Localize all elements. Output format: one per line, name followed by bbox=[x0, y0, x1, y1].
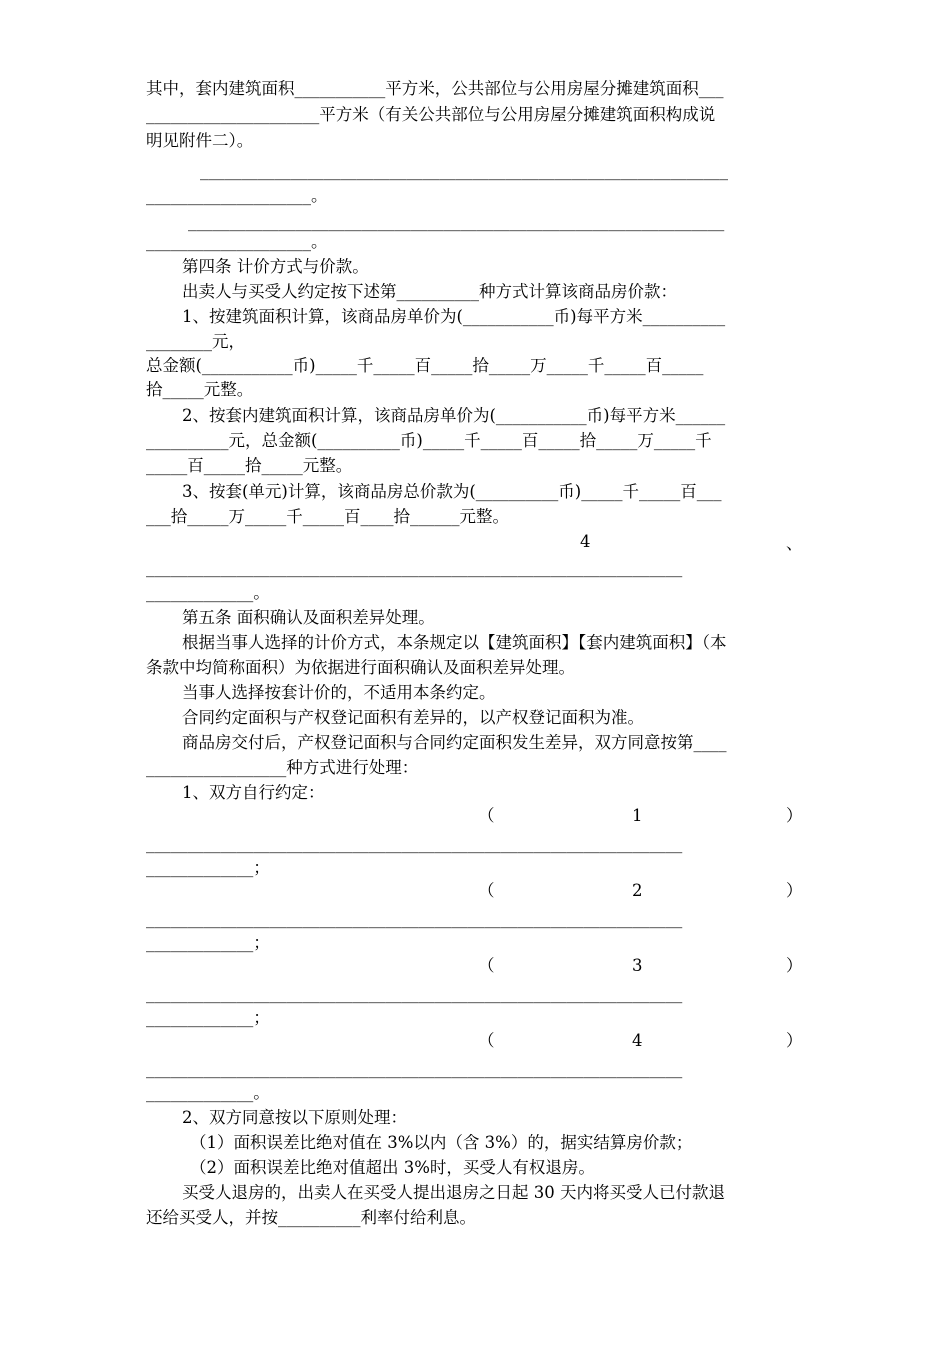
item-number: 4 bbox=[632, 1031, 643, 1050]
blank-line: _____________； bbox=[146, 1008, 270, 1027]
blank-line: _________________________________________________________________ bbox=[146, 1059, 683, 1078]
text-line: 总金额(___________币)_____千_____百_____拾_____万_____千_____百_____ bbox=[146, 356, 704, 375]
text-line: （2）面积误差比绝对值超出 3%时，买受人有权退房。 bbox=[190, 1158, 595, 1177]
section-heading: 第四条 计价方式与价款。 bbox=[182, 257, 369, 276]
paren-close: ） bbox=[786, 806, 803, 825]
text-line: 2、按套内建筑面积计算，该商品房单价为(___________币)每平方米______ bbox=[182, 406, 726, 425]
blank-line: _____________。 bbox=[146, 1083, 270, 1102]
text-line: 1、双方自行约定： bbox=[182, 783, 325, 802]
blank-line: ____________________。 bbox=[146, 186, 328, 205]
item-number: 3 bbox=[632, 956, 643, 975]
paren-close: ） bbox=[786, 956, 803, 975]
blank-line: ________________________________________________________________ bbox=[200, 161, 728, 180]
text-line: _________________种方式进行处理： bbox=[146, 758, 419, 777]
section-heading: 第五条 面积确认及面积差异处理。 bbox=[182, 608, 435, 627]
text-line: 当事人选择按套计价的，不适用本条约定。 bbox=[182, 683, 496, 702]
paren-open: （ bbox=[478, 806, 495, 825]
blank-line: _____________。 bbox=[146, 583, 270, 602]
text-line: 其中，套内建筑面积___________平方米，公共部位与公用房屋分摊建筑面积___ bbox=[146, 79, 724, 98]
text-line: __________元，总金额(__________币)_____千_____百_____拾_____万_____千 bbox=[146, 431, 712, 450]
text-line: 条款中均简称面积）为依据进行面积确认及面积差异处理。 bbox=[146, 658, 575, 677]
text-line: 合同约定面积与产权登记面积有差异的，以产权登记面积为准。 bbox=[182, 708, 644, 727]
paren-close: ） bbox=[786, 1031, 803, 1050]
text-line: 3、按套(单元)计算，该商品房总价款为(__________币)_____千_____百___ bbox=[182, 482, 722, 501]
blank-line: _____________； bbox=[146, 933, 270, 952]
text-line: 1、按建筑面积计算，该商品房单价为(___________币)每平方米__________ bbox=[182, 307, 726, 326]
blank-line: ____________________。 bbox=[146, 232, 328, 251]
text-line: 出卖人与买受人约定按下述第__________种方式计算该商品房价款： bbox=[182, 282, 677, 301]
blank-line: _________________________________________________________________ bbox=[188, 212, 725, 231]
paren-open: （ bbox=[478, 956, 495, 975]
punctuation: 、 bbox=[786, 534, 803, 553]
text-line: ___拾_____万_____千_____百____拾______元整。 bbox=[146, 507, 509, 526]
text-line: 商品房交付后，产权登记面积与合同约定面积发生差异，双方同意按第____ bbox=[182, 733, 727, 752]
text-line: 2、双方同意按以下原则处理： bbox=[182, 1108, 407, 1127]
text-line: _____________________平方米（有关公共部位与公用房屋分摊建筑面积构成说 bbox=[146, 105, 716, 124]
paren-open: （ bbox=[478, 1031, 495, 1050]
text-line: 拾_____元整。 bbox=[146, 380, 254, 399]
item-number: 2 bbox=[632, 881, 643, 900]
item-number: 1 bbox=[632, 806, 643, 825]
text-line: 还给买受人，并按__________利率付给利息。 bbox=[146, 1208, 476, 1227]
text-line: 根据当事人选择的计价方式，本条规定以【建筑面积】【套内建筑面积】（本 bbox=[182, 633, 727, 652]
text-line: _____百_____拾_____元整。 bbox=[146, 456, 353, 475]
blank-line: _________________________________________________________________ bbox=[146, 834, 683, 853]
text-line: 明见附件二）。 bbox=[146, 131, 254, 150]
text-line: 买受人退房的，出卖人在买受人提出退房之日起 30 天内将买受人已付款退 bbox=[182, 1183, 725, 1202]
blank-line: _________________________________________________________________ bbox=[146, 558, 683, 577]
item-number: 4 bbox=[580, 532, 591, 551]
blank-line: _____________； bbox=[146, 858, 270, 877]
paren-close: ） bbox=[786, 881, 803, 900]
blank-line: _________________________________________________________________ bbox=[146, 909, 683, 928]
paren-open: （ bbox=[478, 881, 495, 900]
text-line: ________元， bbox=[146, 332, 245, 351]
blank-line: _________________________________________________________________ bbox=[146, 984, 683, 1003]
text-line: （1）面积误差比绝对值在 3%以内（含 3%）的，据实结算房价款； bbox=[190, 1133, 693, 1152]
